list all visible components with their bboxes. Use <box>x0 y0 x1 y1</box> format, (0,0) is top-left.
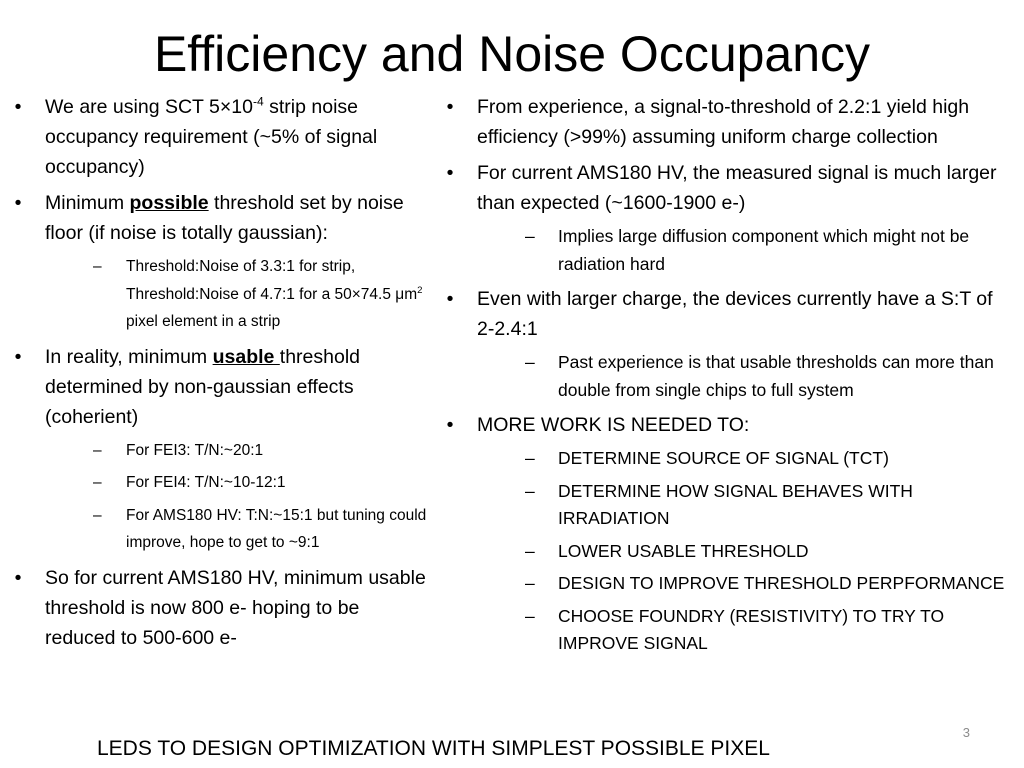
bullet-marker: • <box>14 345 22 368</box>
bullet-marker: • <box>14 566 22 589</box>
bullet-measured-signal: • For current AMS180 HV, the measured signal is much larger than expected (~1600-1900 e-) – Implies large diffusion component which might not be radiation hard <box>440 158 1012 278</box>
bullet-noise-requirement: • We are using SCT $5\times 10^{-4}$ strip noise occupancy requirement (~5% of signal occupancy) <box>8 92 433 182</box>
dash-marker: – <box>93 506 102 524</box>
dash-marker: – <box>93 258 102 275</box>
dash-marker: – <box>525 540 535 561</box>
bullet-marker: • <box>446 96 454 118</box>
footer-text: LEDS TO DESIGN OPTIMIZATION WITH SIMPLEST POSSIBLE PIXEL <box>97 737 770 760</box>
dash-marker: – <box>525 480 535 501</box>
dash-marker: – <box>525 352 535 372</box>
left-column <box>8 92 433 659</box>
bullet-signal-to-threshold: • From experience, a signal-to-threshold of 2.2:1 yield high efficiency (>99%) assuming uniform charge collection <box>440 92 1012 152</box>
sub-bullet: – DESIGN TO IMPROVE THRESHOLD PERPFORMANCE <box>513 570 1012 598</box>
bullet-usable-threshold: • In reality, minimum usable threshold determined by non-gaussian effects (coherient) – For FEI3: T/N:~20:1 – For FEI4: T/N:~10-12:1 – For AMS180 HV: T:N:~15:1 but tuning could improve, hope to get to ~9:1 <box>8 342 433 557</box>
sub-bullet: – DETERMINE HOW SIGNAL BEHAVES WITH IRRADIATION <box>513 478 1012 533</box>
page-number: 3 <box>962 725 970 740</box>
dash-marker: – <box>525 226 535 246</box>
sub-bullet: – Implies large diffusion component which might not be radiation hard <box>513 223 1012 278</box>
sub-bullet: – DETERMINE SOURCE OF SIGNAL (TCT) <box>513 445 1012 473</box>
bullet-ams180-threshold: • So for current AMS180 HV, minimum usable threshold is now 800 e- hoping to be reduced to 500-600 e- <box>8 563 433 653</box>
sub-bullet: – For FEI4: T/N:~10-12:1 <box>81 469 433 497</box>
dash-marker: – <box>525 605 535 626</box>
right-column <box>440 92 1012 664</box>
sub-bullet: – Threshold:Noise of 3.3:1 for strip, Threshold:Noise of 4.7:1 for a 50×74.5 $\mu m^2$ pixel element in a strip <box>81 253 433 336</box>
bullet-marker: • <box>446 162 454 184</box>
sub-bullet: – Past experience is that usable thresholds can more than double from single chips to full system <box>513 349 1012 404</box>
dash-marker: – <box>525 448 535 468</box>
emphasis-usable: usable <box>212 345 280 368</box>
bullet-marker: • <box>446 288 454 310</box>
sub-bullet: – CHOOSE FOUNDRY (RESISTIVITY) TO TRY TO IMPROVE SIGNAL <box>513 603 1012 658</box>
emphasis-possible: possible <box>129 192 209 214</box>
dash-marker: – <box>93 474 102 491</box>
bullet-marker: • <box>14 192 22 214</box>
bullet-marker: • <box>14 96 22 118</box>
sub-bullet: – For AMS180 HV: T:N:~15:1 but tuning could improve, hope to get to ~9:1 <box>81 502 433 557</box>
slide-title: Efficiency and Noise Occupancy <box>153 26 871 82</box>
sub-bullet: – LOWER USABLE THRESHOLD <box>513 538 1012 566</box>
bullet-larger-charge: • Even with larger charge, the devices currently have a S:T of 2-2.4:1 – Past experience is that usable thresholds can more than double from single chips to full system <box>440 284 1012 404</box>
sub-bullet: – For FEI3: T/N:~20:1 <box>81 437 433 465</box>
dash-marker: – <box>525 573 535 593</box>
bullet-minimum-threshold: • Minimum possible threshold set by noise floor (if noise is totally gaussian): – Threshold:Noise of 3.3:1 for strip, Threshold:Noise of 4.7:1 for a 50×74.5 $\mu m^2$ pixel element in a strip <box>8 188 433 336</box>
dash-marker: – <box>93 441 102 459</box>
bullet-more-work: • MORE WORK IS NEEDED TO: – DETERMINE SOURCE OF SIGNAL (TCT) – DETERMINE HOW SIGNAL BEHAVES WITH IRRADIATION – LOWER USABLE THRESHOLD – DESIGN TO IMPROVE THRESHOLD PERPFORMANCE – CHOOSE FOUNDRY (RESISTIVITY) TO TRY TO IMPROVE SIGNAL <box>440 410 1012 658</box>
bullet-marker: • <box>446 414 454 436</box>
